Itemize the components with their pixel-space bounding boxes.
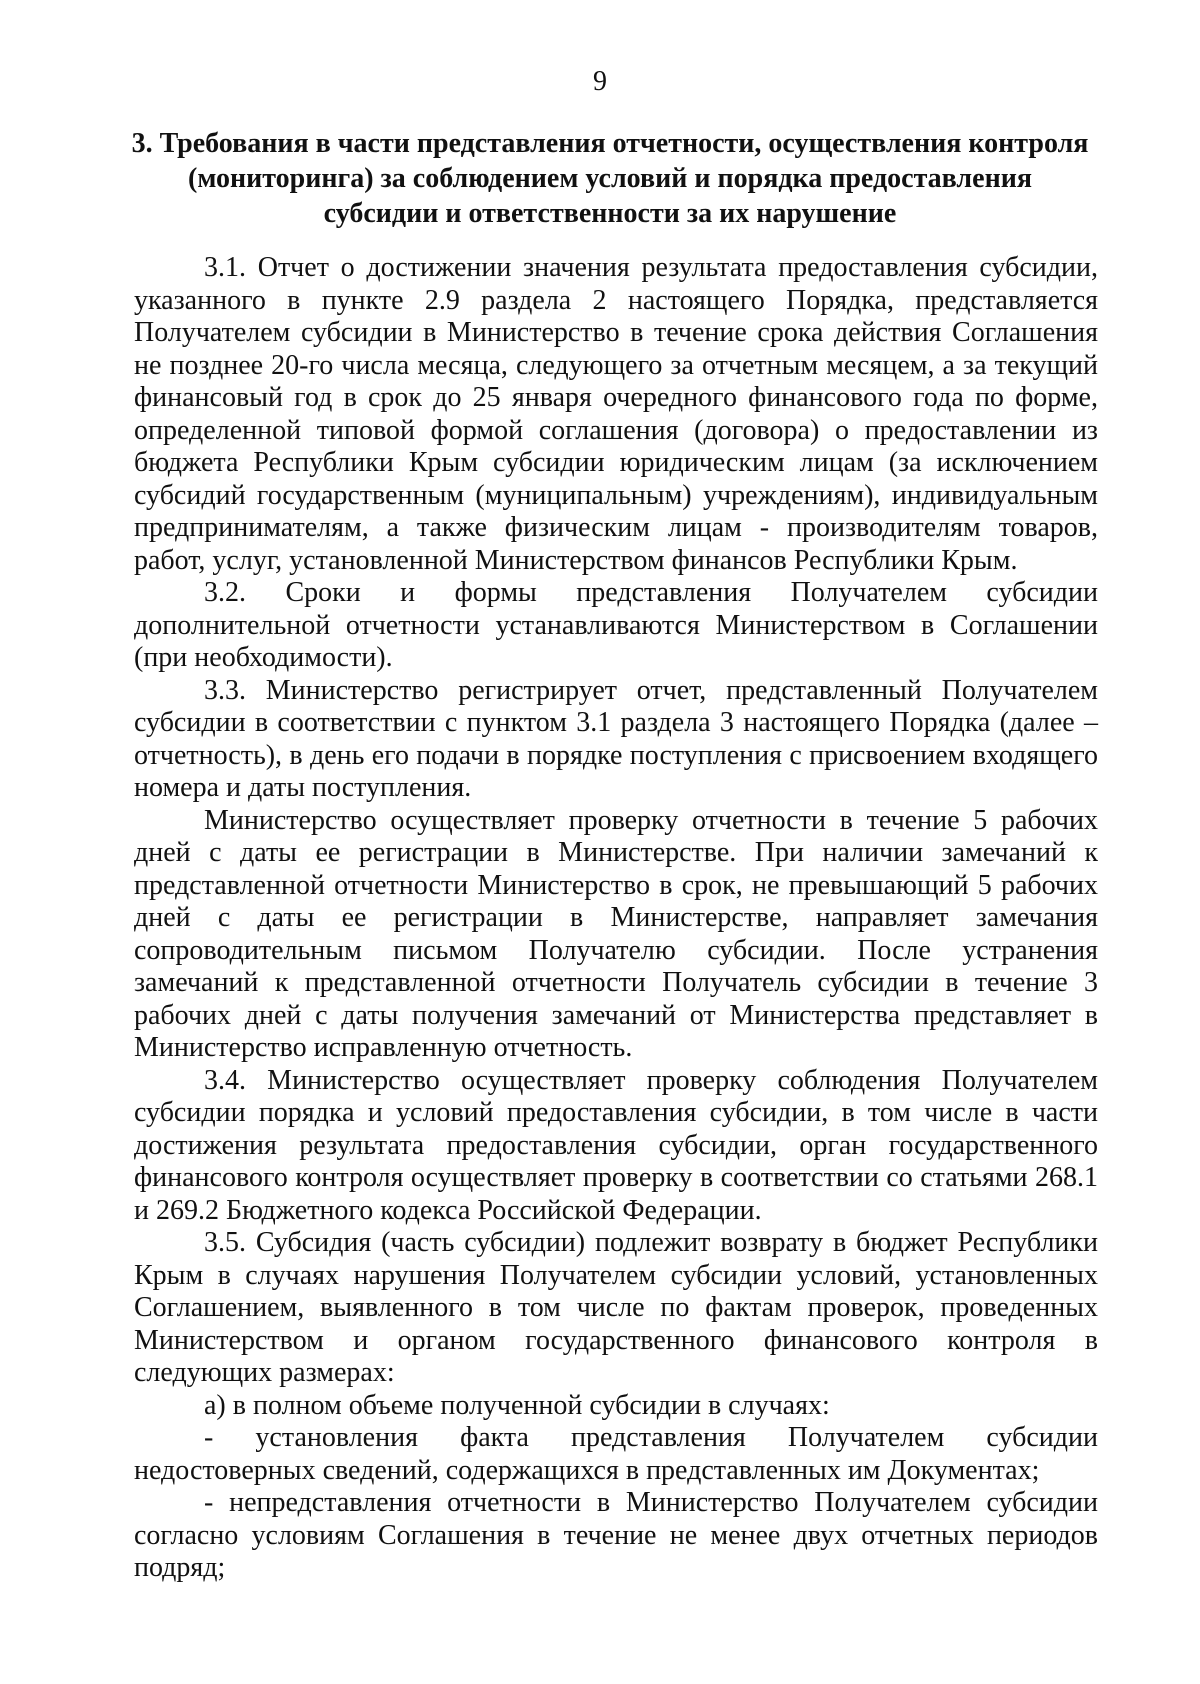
paragraph-3-5-a-item-1: - установления факта представления Получателем субсидии недостоверных сведений, содержащихся в представленных им Документах; bbox=[134, 1422, 1098, 1486]
section-heading bbox=[125, 126, 1095, 231]
section-heading-line: субсидии и ответственности за их нарушение bbox=[323, 198, 897, 229]
paragraph-3-4: 3.4. Министерство осуществляет проверку соблюдения Получателем субсидии порядка и условий предоставления субсидии, в том числе в части достижения результата предоставления субсидии, орган государственного финансового контроля осуществляет проверку в соответствии со статьями 268.1 и 269.2 Бюджетного кодекса Российской Федерации. bbox=[134, 1064, 1098, 1226]
paragraph-3-5: 3.5. Субсидия (часть субсидии) подлежит возврату в бюджет Республики Крым в случаях нарушения Получателем субсидии условий, установленных Соглашением, выявленного в том числе по фактам проверок, проведенных Министерством и органом государственного финансового контроля в следующих размерах: bbox=[134, 1227, 1098, 1388]
section-heading-line: 3. Требования в части представления отчетности, осуществления контроля bbox=[131, 128, 1089, 159]
paragraph-3-5-a: а) в полном объеме полученной субсидии в случаях: bbox=[204, 1389, 830, 1421]
page-number: 9 bbox=[593, 66, 607, 97]
document-body bbox=[134, 252, 1098, 1585]
paragraph-3-3-review: Министерство осуществляет проверку отчетности в течение 5 рабочих дней с даты ее регистрации в Министерстве. При наличии замечаний к представленной отчетности Министерство в срок, не превышающий 5 рабочих дней с даты ее регистрации в Министерстве, направляет замечания сопроводительным письмом Получателю субсидии. После устранения замечаний к представленной отчетности Получатель субсидии в течение 3 рабочих дней с даты получения замечаний от Министерства представляет в Министерство исправленную отчетность. bbox=[134, 804, 1098, 1063]
paragraph-3-1: 3.1. Отчет о достижении значения результата предоставления субсидии, указанного в пункте 2.9 раздела 2 настоящего Порядка, представляется Получателем субсидии в Министерство в течение срока действия Соглашения не позднее 20-го числа месяца, следующего за отчетным месяцем, а за текущий финансовый год в срок до 25 января очередного финансового года по форме, определенной типовой формой соглашения (договора) о предоставлении из бюджета Республики Крым субсидии юридическим лицам (за исключением субсидий государственным (муниципальным) учреждениям), индивидуальным предпринимателям, а также физическим лицам - производителям товаров, работ, услуг, установленной Министерством финансов Республики Крым. bbox=[134, 252, 1098, 576]
paragraph-3-3: 3.3. Министерство регистрирует отчет, представленный Получателем субсидии в соответствии с пунктом 3.1 раздела 3 настоящего Порядка (далее – отчетность), в день его подачи в порядке поступления с присвоением входящего номера и даты поступления. bbox=[134, 674, 1098, 803]
paragraph-3-2: 3.2. Сроки и формы представления Получателем субсидии дополнительной отчетности устанавливаются Министерством в Соглашении (при необходимости). bbox=[134, 577, 1098, 673]
paragraph-3-5-a-item-2: - непредставления отчетности в Министерство Получателем субсидии согласно условиям Соглашения в течение не менее двух отчетных периодов подряд; bbox=[134, 1487, 1098, 1583]
section-heading-line: (мониторинга) за соблюдением условий и порядка предоставления bbox=[188, 163, 1032, 194]
